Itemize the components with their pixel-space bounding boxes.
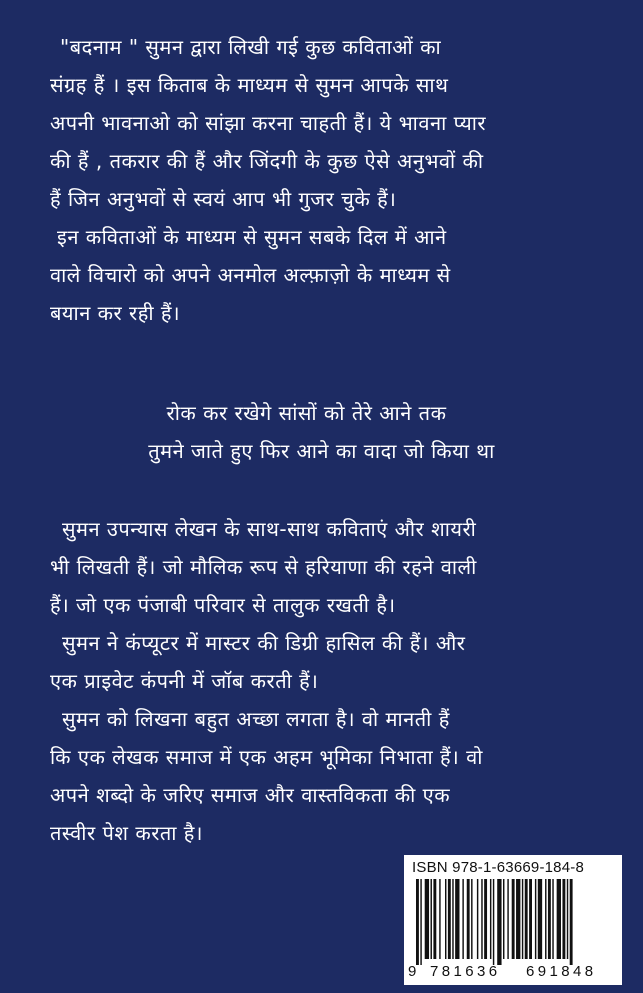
bio-line: एक प्राइवेट कंपनी में जॉब करती हैं। bbox=[50, 669, 319, 693]
intro-line: संग्रह हैं । इस किताब के माध्यम से सुमन आपके साथ bbox=[50, 73, 449, 97]
barcode-digits-left: 781636 bbox=[430, 963, 501, 980]
intro-line: हैं जिन अनुभवों से स्वयं आप भी गुजर चुके हैं। bbox=[50, 187, 397, 211]
barcode-bars-icon bbox=[412, 879, 614, 965]
bio-line: तस्वीर पेश करता है। bbox=[50, 821, 204, 845]
bio-line: भी लिखती हैं। जो मौलिक रूप से हरियाणा की रहने वाली bbox=[50, 555, 477, 579]
bio-line: सुमन उपन्यास लेखन के साथ-साथ कविताएं और शायरी bbox=[62, 517, 477, 541]
intro-paragraph bbox=[0, 28, 643, 332]
intro-line: की हैं , तकरार की हैं और जिंदगी के कुछ ऐसे अनुभवों की bbox=[50, 149, 484, 173]
bio-line: सुमन ने कंप्यूटर में मास्टर की डिग्री हासिल की हैं। और bbox=[62, 631, 466, 655]
poem-quote bbox=[0, 394, 643, 470]
isbn-barcode bbox=[404, 855, 622, 985]
intro-line: बयान कर रही हैं। bbox=[50, 301, 181, 325]
intro-line: अपनी भावनाओ को सांझा करना चाहती हैं। ये भावना प्यार bbox=[50, 111, 487, 135]
quote-line: रोक कर रखेगे सांसों को तेरे आने तक bbox=[166, 401, 447, 425]
bio-line: हैं। जो एक पंजाबी परिवार से तालुक रखती है। bbox=[50, 593, 396, 617]
isbn-label: ISBN 978-1-63669-184-8 bbox=[412, 859, 585, 876]
barcode-digits-right: 691848 bbox=[526, 963, 597, 980]
intro-line: "बदनाम " सुमन द्वारा लिखी गई कुछ कविताओं का bbox=[60, 35, 442, 59]
intro-line: वाले विचारो को अपने अनमोल अल्फ़ाज़ो के माध्यम से bbox=[50, 263, 451, 287]
bio-line: सुमन को लिखना बहुत अच्छा लगता है। वो मानती हैं bbox=[62, 707, 450, 731]
bio-line: अपने शब्दो के जरिए समाज और वास्तविकता की एक bbox=[50, 783, 451, 807]
author-bio-paragraph bbox=[0, 510, 643, 852]
quote-line: तुमने जाते हुए फिर आने का वादा जो किया था bbox=[148, 439, 495, 463]
intro-line: इन कविताओं के माध्यम से सुमन सबके दिल में आने bbox=[57, 225, 447, 249]
bio-line: कि एक लेखक समाज में एक अहम भूमिका निभाता हैं। वो bbox=[50, 745, 483, 769]
barcode-digit-prefix: 9 bbox=[408, 963, 417, 980]
